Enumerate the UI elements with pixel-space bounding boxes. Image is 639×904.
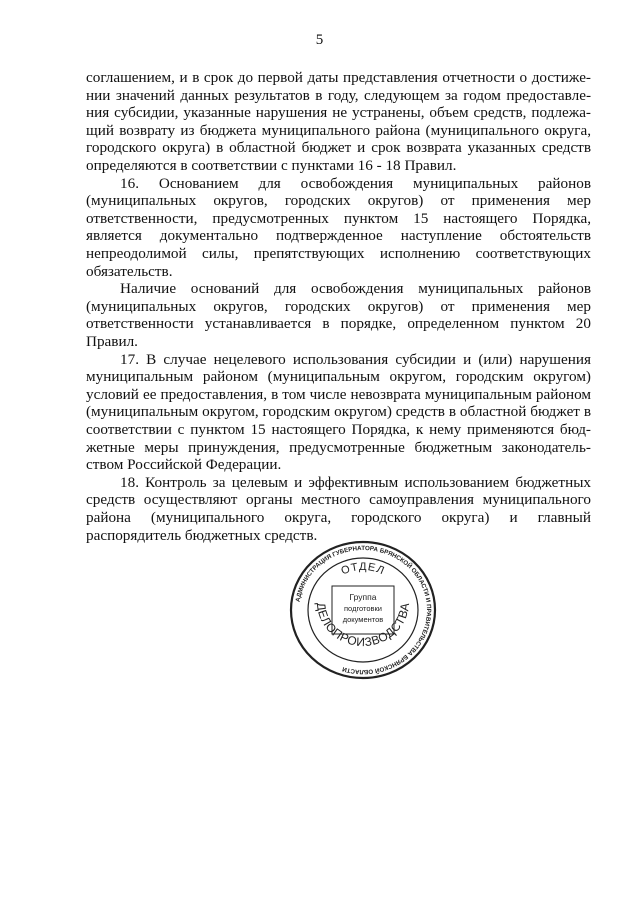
seal-inner-top-text-path: ОТДЕЛ xyxy=(339,560,387,578)
text-line: соглашением, и в срок до первой даты представления отчетности о достиже- xyxy=(86,69,591,86)
seal-center-line: Группа xyxy=(349,592,377,602)
text-line: жетные меры принуждения, предусмотренные бюджетным законодатель- xyxy=(86,438,591,456)
official-seal xyxy=(288,540,438,680)
text-line: Правил. xyxy=(86,333,138,350)
text-line: 17. В случае нецелевого использования субсидии и (или) нарушения xyxy=(120,350,591,368)
text-line: щий возврату из бюджета муниципального района (муниципального округа, xyxy=(86,121,591,139)
text-line: ством Российской Федерации. xyxy=(86,456,282,474)
text-line: Наличие оснований для освобождения муниципальных районов xyxy=(120,280,591,298)
text-line: городского округа) в областной бюджет и срок возврата указанных средств xyxy=(86,139,591,157)
seal-center-line: документов xyxy=(342,615,384,624)
text-line: обязательств. xyxy=(86,262,173,280)
text-line: (муниципальных округов, городских округов) от применения мер xyxy=(86,297,591,315)
text-line: является документально подтвержденное наступление обстоятельств xyxy=(86,227,591,245)
seal-graphic xyxy=(288,540,438,680)
text-line: средств осуществляют органы местного самоуправления муниципального xyxy=(86,491,591,509)
text-line: нии значений данных результатов в году, следующем за годом предоставле- xyxy=(86,86,591,104)
text-line: ния субсидии, указанные нарушения не устранены, объем средств, подлежа- xyxy=(86,104,591,122)
text-line: (муниципальных округов, городских округов) от применения мер xyxy=(86,192,591,210)
text-line: 16. Основанием для освобождения муниципальных районов xyxy=(120,174,591,192)
seal-outer-text-path: АДМИНИСТРАЦИЯ ГУБЕРНАТОРА БРЯНСКОЙ ОБЛАСТИ И ПРАВИТЕЛЬСТВА БРЯНСКОЙ ОБЛАСТИ xyxy=(294,544,433,676)
text-line: (муниципальным округом, городским округом) средств в областной бюджет в xyxy=(86,403,591,421)
text-line: ответственности, предусмотренных пунктом 15 настоящего Порядка, xyxy=(86,209,591,227)
text-line: ответственности устанавливается в порядке, определенном пунктом 20 xyxy=(86,315,591,333)
seal-center-line: подготовки xyxy=(344,604,382,613)
seal-inner-bottom-text-path: ДЕЛОПРОИЗВОДСТВА xyxy=(313,601,413,650)
text-line: распорядитель бюджетных средств. xyxy=(86,526,318,544)
text-line: определяются в соответствии с пунктами 16 - 18 Правил. xyxy=(86,157,457,174)
text-line: района (муниципального округа, городского округа) и главный xyxy=(86,509,591,526)
seal-inner-top-text xyxy=(339,561,386,578)
text-line: условий ее предоставления, в том числе невозврата муниципальным районом xyxy=(86,385,591,403)
text-line: непреодолимой силы, препятствующих исполнению соответствующих xyxy=(86,245,591,262)
text-line: 18. Контроль за целевым и эффективным использованием бюджетных xyxy=(120,473,591,491)
text-line: соответствии с пунктом 15 настоящего Порядка, к нему применяются бюд- xyxy=(86,421,591,438)
page-number: 5 xyxy=(315,32,324,48)
text-line: муниципальным районом (муниципальным округом, городским округом) xyxy=(86,368,591,386)
